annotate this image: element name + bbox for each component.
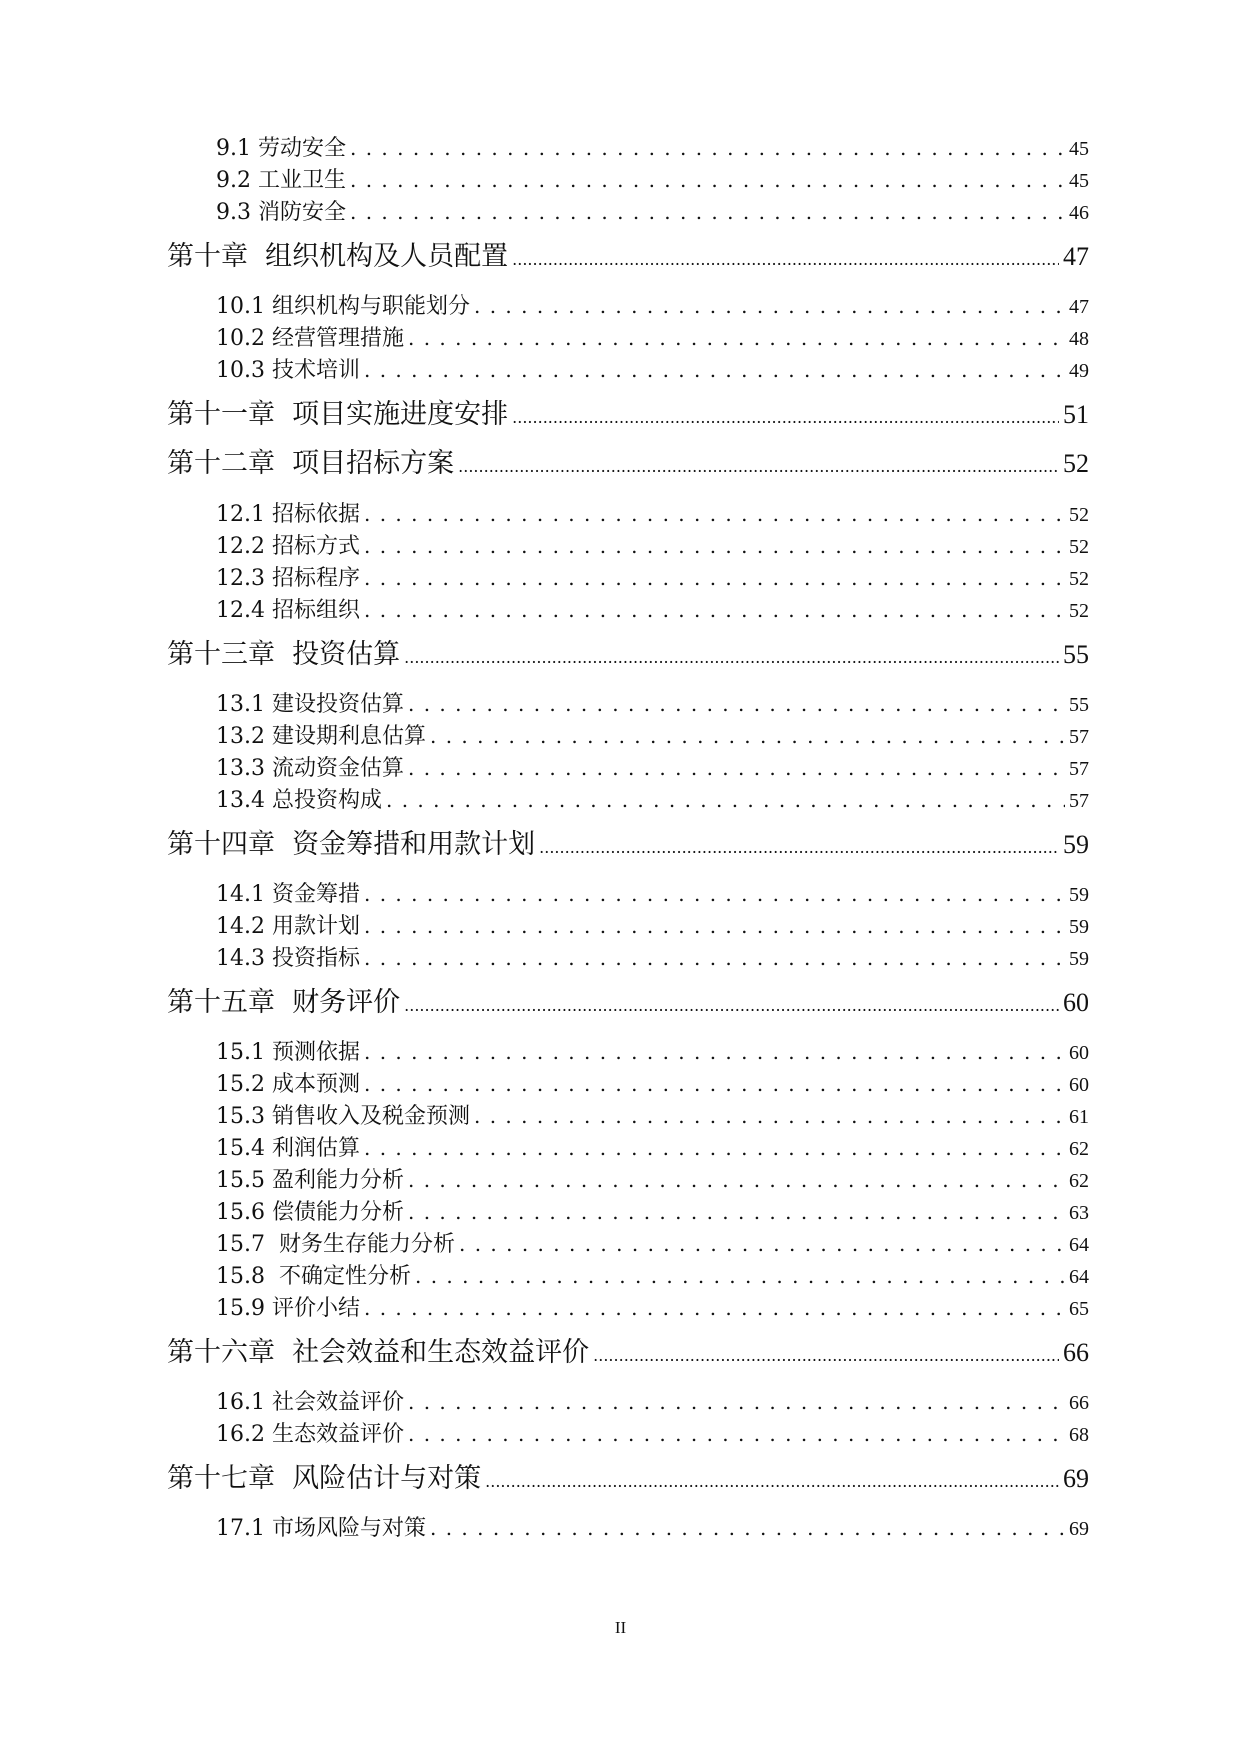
toc-entry-title: 14.1 资金筹措 [216, 882, 360, 907]
toc-dot-leader [408, 322, 1065, 354]
toc-dot-leader [408, 752, 1065, 784]
toc-entry-title: 15.1 预测依据 [216, 1040, 360, 1065]
toc-section-entry[interactable] [216, 1292, 1089, 1324]
toc-entry-title: 15.3 销售收入及税金预测 [216, 1104, 470, 1129]
toc-dot-leader [408, 1386, 1065, 1418]
toc-dot-leader [408, 1418, 1065, 1450]
toc-entry-page-number: 60 [1069, 1042, 1089, 1064]
toc-section-entry[interactable] [216, 1386, 1089, 1418]
toc-entry-page-number: 48 [1069, 328, 1089, 350]
toc-section-entry[interactable] [216, 498, 1089, 530]
toc-entry-page-number: 61 [1069, 1106, 1089, 1128]
toc-entry-title: 13.1 建设投资估算 [216, 692, 404, 717]
toc-entry-page-number: 63 [1069, 1202, 1089, 1224]
toc-entry-title: 17.1 市场风险与对策 [216, 1516, 426, 1541]
toc-section-entry[interactable] [216, 688, 1089, 720]
toc-section-entry[interactable] [216, 720, 1089, 752]
toc-entry-page-number: 59 [1069, 948, 1089, 970]
toc-entry-title: 第十六章 社会效益和生态效益评价 [167, 1337, 590, 1368]
toc-section-entry[interactable] [216, 290, 1089, 322]
toc-section-entry[interactable] [216, 562, 1089, 594]
toc-section-entry[interactable] [216, 752, 1089, 784]
toc-entry-title: 第十二章 项目招标方案 [167, 448, 455, 479]
toc-dot-leader [458, 444, 1059, 484]
toc-section-entry[interactable] [216, 1228, 1089, 1260]
toc-entry-page-number: 60 [1063, 988, 1089, 1017]
toc-section-entry[interactable] [216, 530, 1089, 562]
toc-entry-page-number: 62 [1069, 1170, 1089, 1192]
toc-entry-title: 16.1 社会效益评价 [216, 1390, 404, 1415]
toc-dot-leader [415, 1260, 1065, 1292]
page-number: II [614, 1618, 627, 1637]
toc-chapter-entry[interactable] [167, 237, 1089, 277]
toc-entry-title: 10.3 技术培训 [216, 358, 360, 383]
toc-entry-title: 14.3 投资指标 [216, 946, 360, 971]
toc-entry-title: 15.8 不确定性分析 [216, 1264, 411, 1289]
toc-entry-page-number: 52 [1069, 600, 1089, 622]
toc-entry-title: 12.2 招标方式 [216, 534, 360, 559]
toc-dot-leader [350, 196, 1065, 228]
toc-dot-leader [364, 498, 1065, 530]
toc-section-entry[interactable] [216, 1132, 1089, 1164]
toc-entry-page-number: 64 [1069, 1266, 1089, 1288]
toc-entry-title: 15.4 利润估算 [216, 1136, 360, 1161]
toc-dot-leader [404, 983, 1059, 1023]
toc-dot-leader [364, 1292, 1065, 1324]
toc-section-entry[interactable] [216, 1036, 1089, 1068]
toc-section-entry[interactable] [216, 196, 1089, 228]
toc-chapter-entry[interactable] [167, 983, 1089, 1023]
toc-dot-leader [459, 1228, 1065, 1260]
toc-chapter-entry[interactable] [167, 1333, 1089, 1373]
toc-entry-title: 10.2 经营管理措施 [216, 326, 404, 351]
toc-entry-title: 15.9 评价小结 [216, 1296, 360, 1321]
toc-entry-page-number: 57 [1069, 758, 1089, 780]
toc-dot-leader [593, 1333, 1059, 1373]
toc-dot-leader [364, 1132, 1065, 1164]
toc-entry-page-number: 69 [1069, 1518, 1089, 1540]
toc-entry-title: 13.3 流动资金估算 [216, 756, 404, 781]
toc-entry-title: 第十章 组织机构及人员配置 [167, 241, 509, 272]
toc-section-entry[interactable] [216, 1418, 1089, 1450]
toc-dot-leader [364, 530, 1065, 562]
toc-dot-leader [364, 354, 1065, 386]
toc-entry-title: 15.2 成本预测 [216, 1072, 360, 1097]
toc-section-entry[interactable] [216, 878, 1089, 910]
toc-entry-title: 9.3 消防安全 [216, 200, 346, 225]
toc-dot-leader [408, 688, 1065, 720]
toc-dot-leader [364, 942, 1065, 974]
toc-section-entry[interactable] [216, 1100, 1089, 1132]
toc-entry-title: 15.7 财务生存能力分析 [216, 1232, 455, 1257]
toc-entry-page-number: 62 [1069, 1138, 1089, 1160]
toc-dot-leader [364, 1068, 1065, 1100]
toc-entry-page-number: 64 [1069, 1234, 1089, 1256]
toc-entry-page-number: 52 [1069, 536, 1089, 558]
toc-dot-leader [485, 1459, 1059, 1499]
toc-dot-leader [364, 594, 1065, 626]
toc-entry-title: 10.1 组织机构与职能划分 [216, 294, 470, 319]
toc-entry-page-number: 60 [1069, 1074, 1089, 1096]
toc-entry-page-number: 52 [1069, 568, 1089, 590]
toc-dot-leader [364, 910, 1065, 942]
toc-dot-leader [404, 635, 1059, 675]
toc-section-entry[interactable] [216, 1164, 1089, 1196]
toc-entry-title: 13.4 总投资构成 [216, 788, 382, 813]
toc-entry-page-number: 66 [1069, 1392, 1089, 1414]
toc-dot-leader [430, 720, 1065, 752]
toc-entry-title: 第十四章 资金筹措和用款计划 [167, 829, 536, 860]
toc-entry-page-number: 47 [1069, 296, 1089, 318]
toc-entry-title: 9.1 劳动安全 [216, 136, 346, 161]
toc-section-entry[interactable] [216, 132, 1089, 164]
toc-entry-title: 9.2 工业卫生 [216, 168, 346, 193]
toc-dot-leader [474, 1100, 1065, 1132]
toc-section-entry[interactable] [216, 164, 1089, 196]
toc-chapter-entry[interactable] [167, 395, 1089, 435]
toc-entry-title: 14.2 用款计划 [216, 914, 360, 939]
toc-entry-page-number: 68 [1069, 1424, 1089, 1446]
toc-dot-leader [430, 1512, 1065, 1544]
toc-section-entry[interactable] [216, 322, 1089, 354]
toc-entry-page-number: 55 [1069, 694, 1089, 716]
toc-entry-page-number: 69 [1063, 1464, 1089, 1493]
toc-entry-page-number: 45 [1069, 170, 1089, 192]
toc-chapter-entry[interactable] [167, 825, 1089, 865]
toc-section-entry[interactable] [216, 1068, 1089, 1100]
toc-entry-page-number: 46 [1069, 202, 1089, 224]
toc-section-entry[interactable] [216, 1196, 1089, 1228]
toc-dot-leader [386, 784, 1065, 816]
toc-entry-title: 15.5 盈利能力分析 [216, 1168, 404, 1193]
toc-section-entry[interactable] [216, 1512, 1089, 1544]
toc-entry-page-number: 55 [1063, 640, 1089, 669]
toc-entry-title: 16.2 生态效益评价 [216, 1422, 404, 1447]
toc-entry-page-number: 66 [1063, 1338, 1089, 1367]
toc-entry-page-number: 57 [1069, 790, 1089, 812]
toc-entry-title: 第十五章 财务评价 [167, 987, 401, 1018]
toc-entry-title: 13.2 建设期利息估算 [216, 724, 426, 749]
toc-chapter-entry[interactable] [167, 635, 1089, 675]
toc-dot-leader [474, 290, 1065, 322]
toc-dot-leader [512, 237, 1059, 277]
toc-dot-leader [512, 395, 1059, 435]
toc-entry-title: 第十一章 项目实施进度安排 [167, 399, 509, 430]
toc-dot-leader [364, 878, 1065, 910]
toc-dot-leader [350, 132, 1065, 164]
toc-entry-title: 12.3 招标程序 [216, 566, 360, 591]
toc-entry-title: 第十七章 风险估计与对策 [167, 1463, 482, 1494]
toc-entry-page-number: 45 [1069, 138, 1089, 160]
toc-dot-leader [350, 164, 1065, 196]
toc-entry-page-number: 59 [1069, 916, 1089, 938]
toc-dot-leader [408, 1164, 1065, 1196]
toc-dot-leader [539, 825, 1059, 865]
toc-entry-title: 12.4 招标组织 [216, 598, 360, 623]
toc-entry-page-number: 49 [1069, 360, 1089, 382]
toc-entry-page-number: 47 [1063, 242, 1089, 271]
toc-entry-page-number: 59 [1063, 830, 1089, 859]
toc-dot-leader [408, 1196, 1065, 1228]
toc-section-entry[interactable] [216, 910, 1089, 942]
toc-section-entry[interactable] [216, 354, 1089, 386]
toc-entry-page-number: 52 [1063, 449, 1089, 478]
toc-chapter-entry[interactable] [167, 1459, 1089, 1499]
toc-dot-leader [364, 1036, 1065, 1068]
toc-section-entry[interactable] [216, 942, 1089, 974]
toc-section-entry[interactable] [216, 784, 1089, 816]
toc-entry-page-number: 52 [1069, 504, 1089, 526]
toc-entry-page-number: 59 [1069, 884, 1089, 906]
toc-section-entry[interactable] [216, 1260, 1089, 1292]
toc-entry-page-number: 65 [1069, 1298, 1089, 1320]
toc-entry-page-number: 57 [1069, 726, 1089, 748]
toc-section-entry[interactable] [216, 594, 1089, 626]
toc-entry-title: 12.1 招标依据 [216, 502, 360, 527]
toc-entry-page-number: 51 [1063, 400, 1089, 429]
toc-chapter-entry[interactable] [167, 444, 1089, 484]
toc-dot-leader [364, 562, 1065, 594]
toc-entry-title: 第十三章 投资估算 [167, 639, 401, 670]
toc-entry-title: 15.6 偿债能力分析 [216, 1200, 404, 1225]
